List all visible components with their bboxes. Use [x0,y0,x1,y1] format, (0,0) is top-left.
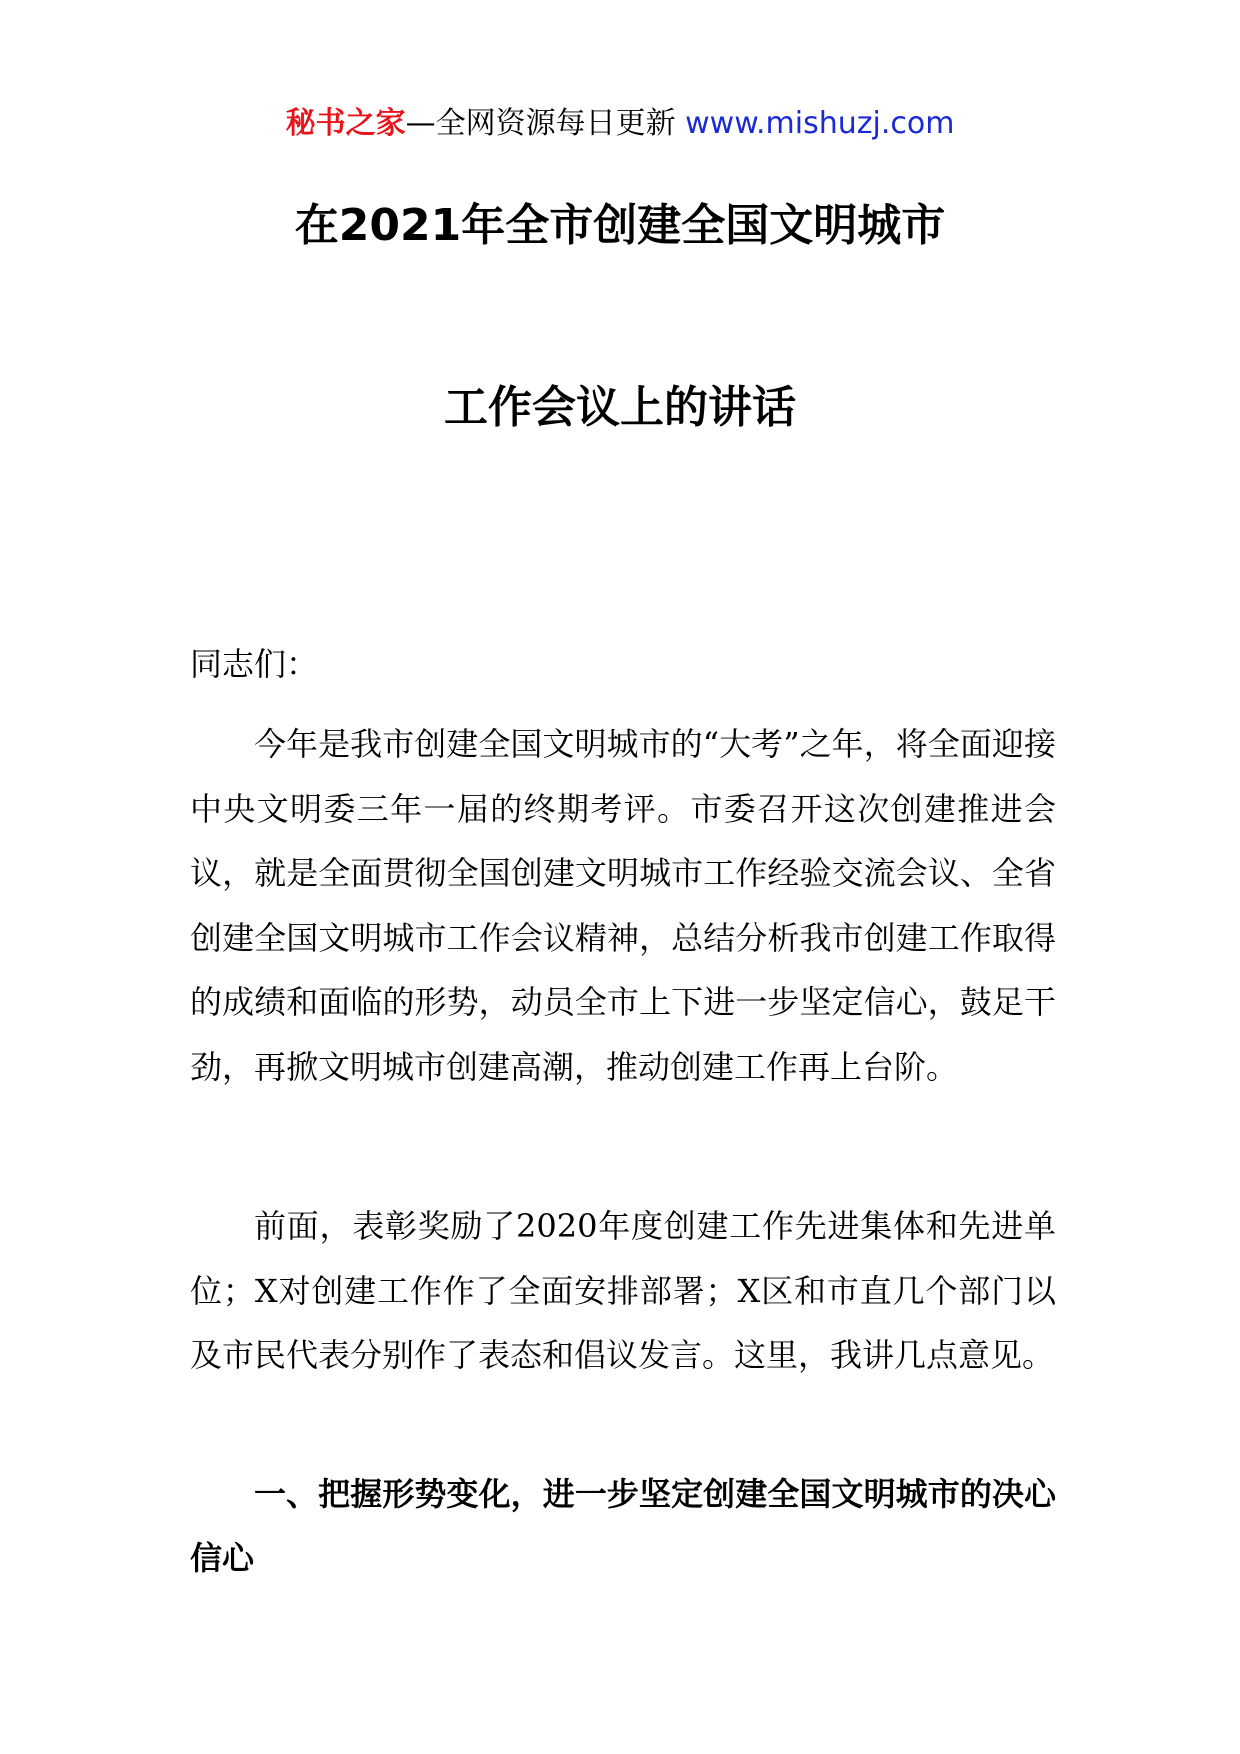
section-heading-1: 一、把握形势变化，进一步坚定创建全国文明城市的决心信心 [190,1475,1056,1577]
document-title-line-1: 在2021年全市创建全国文明城市 [294,200,946,251]
header-url-link[interactable]: www.mishuzj.com [685,106,955,141]
page-header [0,102,1240,146]
header-brand: 秘书之家 [285,106,406,141]
body-paragraph-1: 今年是我市创建全国文明城市的“大考”之年，将全面迎接中央文明委三年一届的终期考评。市委召开这次创建推进会议，就是全面贯彻全国创建文明城市工作经验交流会议、全省创建全国文明城市工作会议精神，总结分析我市创建工作取得的成绩和面临的形势，动员全市上下进一步坚定信心，鼓足干劲，再掀文明城市创建高潮，推动创建工作再上台阶。 [190,725,1056,1086]
document-title-line-2: 工作会议上的讲话 [444,382,796,433]
salutation: 同志们： [190,645,319,683]
body-paragraph-2: 前面，表彰奖励了2020年度创建工作先进集体和先进单位；X对创建工作作了全面安排部署；X区和市直几个部门以及市民代表分别作了表态和倡议发言。这里，我讲几点意见。 [190,1207,1056,1374]
header-tagline: —全网资源每日更新 [405,106,676,141]
